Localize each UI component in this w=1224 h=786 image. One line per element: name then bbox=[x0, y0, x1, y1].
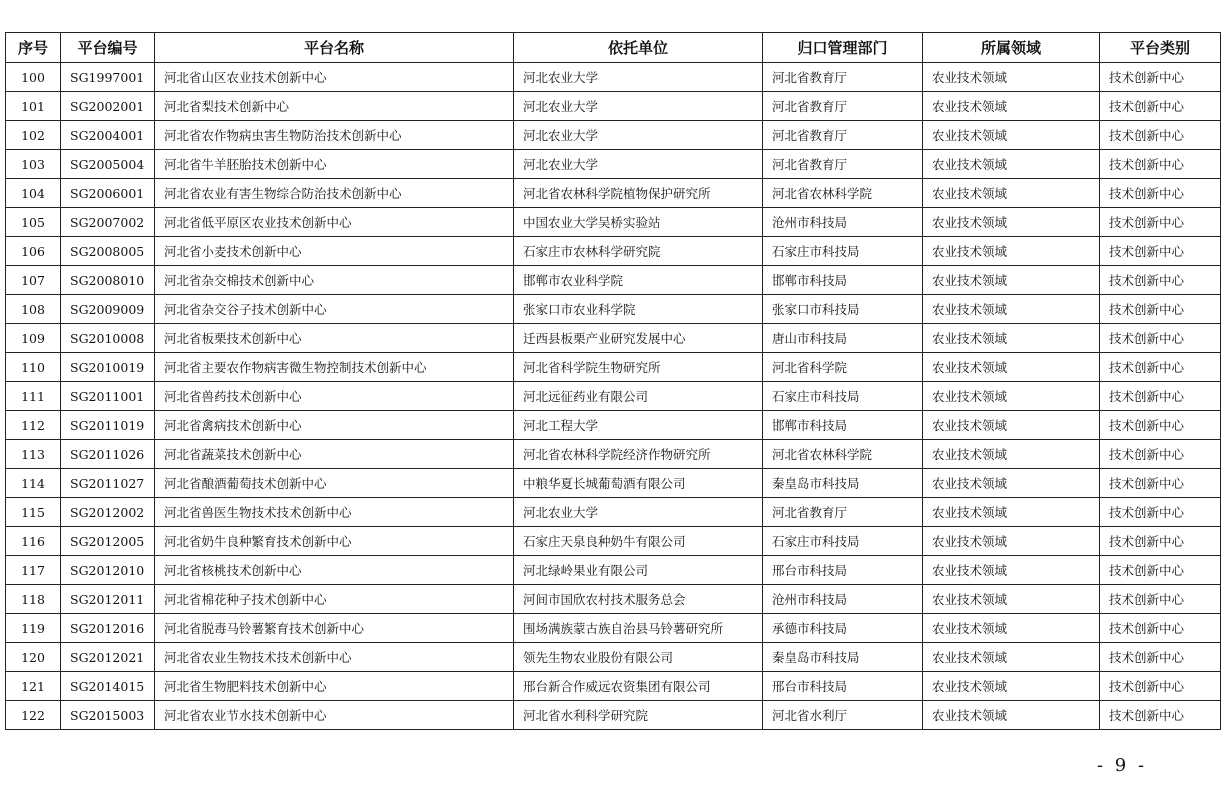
cell-platform-code: SG2005004 bbox=[61, 150, 155, 179]
cell-platform-category: 技术创新中心 bbox=[1100, 179, 1221, 208]
cell-seq-no: 121 bbox=[6, 672, 61, 701]
table-row bbox=[6, 295, 1221, 324]
cell-host-unit: 河北省农林科学院植物保护研究所 bbox=[514, 179, 763, 208]
cell-managing-department: 邯郸市科技局 bbox=[763, 411, 923, 440]
cell-seq-no: 116 bbox=[6, 527, 61, 556]
cell-seq-no: 118 bbox=[6, 585, 61, 614]
cell-field: 农业技术领域 bbox=[923, 469, 1100, 498]
cell-field: 农业技术领域 bbox=[923, 295, 1100, 324]
cell-seq-no: 107 bbox=[6, 266, 61, 295]
cell-managing-department: 邢台市科技局 bbox=[763, 672, 923, 701]
cell-platform-category: 技术创新中心 bbox=[1100, 498, 1221, 527]
cell-host-unit: 河北省水利科学研究院 bbox=[514, 701, 763, 730]
cell-seq-no: 114 bbox=[6, 469, 61, 498]
cell-seq-no: 108 bbox=[6, 295, 61, 324]
cell-platform-category: 技术创新中心 bbox=[1100, 701, 1221, 730]
cell-field: 农业技术领域 bbox=[923, 382, 1100, 411]
cell-platform-category: 技术创新中心 bbox=[1100, 295, 1221, 324]
cell-managing-department: 秦皇岛市科技局 bbox=[763, 469, 923, 498]
cell-platform-code: SG2010019 bbox=[61, 353, 155, 382]
cell-platform-name: 河北省棉花种子技术创新中心 bbox=[155, 585, 514, 614]
cell-field: 农业技术领域 bbox=[923, 585, 1100, 614]
cell-host-unit: 中国农业大学吴桥实验站 bbox=[514, 208, 763, 237]
cell-platform-category: 技术创新中心 bbox=[1100, 556, 1221, 585]
table-row bbox=[6, 150, 1221, 179]
table-row bbox=[6, 469, 1221, 498]
cell-platform-name: 河北省山区农业技术创新中心 bbox=[155, 63, 514, 92]
cell-host-unit: 河北省科学院生物研究所 bbox=[514, 353, 763, 382]
cell-platform-name: 河北省农业节水技术创新中心 bbox=[155, 701, 514, 730]
cell-host-unit: 中粮华夏长城葡萄酒有限公司 bbox=[514, 469, 763, 498]
header-field: 所属领域 bbox=[923, 33, 1100, 63]
cell-managing-department: 石家庄市科技局 bbox=[763, 237, 923, 266]
cell-managing-department: 河北省教育厅 bbox=[763, 63, 923, 92]
cell-host-unit: 河北农业大学 bbox=[514, 63, 763, 92]
cell-managing-department: 河北省教育厅 bbox=[763, 92, 923, 121]
cell-platform-code: SG2008005 bbox=[61, 237, 155, 266]
platform-table bbox=[5, 32, 1221, 730]
table-row bbox=[6, 411, 1221, 440]
cell-host-unit: 河北省农林科学院经济作物研究所 bbox=[514, 440, 763, 469]
cell-field: 农业技术领域 bbox=[923, 324, 1100, 353]
cell-platform-name: 河北省农业生物技术技术创新中心 bbox=[155, 643, 514, 672]
cell-managing-department: 张家口市科技局 bbox=[763, 295, 923, 324]
cell-field: 农业技术领域 bbox=[923, 92, 1100, 121]
cell-host-unit: 围场满族蒙古族自治县马铃薯研究所 bbox=[514, 614, 763, 643]
cell-platform-name: 河北省核桃技术创新中心 bbox=[155, 556, 514, 585]
table-row bbox=[6, 614, 1221, 643]
cell-platform-name: 河北省杂交谷子技术创新中心 bbox=[155, 295, 514, 324]
cell-managing-department: 唐山市科技局 bbox=[763, 324, 923, 353]
table-row bbox=[6, 353, 1221, 382]
cell-seq-no: 110 bbox=[6, 353, 61, 382]
cell-managing-department: 石家庄市科技局 bbox=[763, 527, 923, 556]
table-row bbox=[6, 556, 1221, 585]
cell-managing-department: 沧州市科技局 bbox=[763, 208, 923, 237]
table-row bbox=[6, 92, 1221, 121]
header-platform-category: 平台类别 bbox=[1100, 33, 1221, 63]
cell-managing-department: 河北省水利厅 bbox=[763, 701, 923, 730]
cell-platform-name: 河北省脱毒马铃薯繁育技术创新中心 bbox=[155, 614, 514, 643]
cell-seq-no: 105 bbox=[6, 208, 61, 237]
cell-managing-department: 河北省教育厅 bbox=[763, 498, 923, 527]
table-row bbox=[6, 121, 1221, 150]
cell-platform-category: 技术创新中心 bbox=[1100, 672, 1221, 701]
cell-platform-name: 河北省酿酒葡萄技术创新中心 bbox=[155, 469, 514, 498]
cell-platform-category: 技术创新中心 bbox=[1100, 585, 1221, 614]
cell-host-unit: 石家庄市农林科学研究院 bbox=[514, 237, 763, 266]
cell-platform-code: SG2011019 bbox=[61, 411, 155, 440]
cell-platform-code: SG2011027 bbox=[61, 469, 155, 498]
cell-platform-code: SG2011001 bbox=[61, 382, 155, 411]
cell-seq-no: 101 bbox=[6, 92, 61, 121]
cell-field: 农业技术领域 bbox=[923, 527, 1100, 556]
table-row bbox=[6, 382, 1221, 411]
cell-platform-code: SG2012010 bbox=[61, 556, 155, 585]
cell-seq-no: 106 bbox=[6, 237, 61, 266]
cell-host-unit: 河北农业大学 bbox=[514, 150, 763, 179]
cell-host-unit: 河北绿岭果业有限公司 bbox=[514, 556, 763, 585]
cell-managing-department: 石家庄市科技局 bbox=[763, 382, 923, 411]
cell-host-unit: 张家口市农业科学院 bbox=[514, 295, 763, 324]
cell-managing-department: 河北省科学院 bbox=[763, 353, 923, 382]
table-row bbox=[6, 266, 1221, 295]
cell-platform-code: SG2012021 bbox=[61, 643, 155, 672]
table-row bbox=[6, 672, 1221, 701]
cell-platform-code: SG2012011 bbox=[61, 585, 155, 614]
cell-platform-code: SG1997001 bbox=[61, 63, 155, 92]
cell-field: 农业技术领域 bbox=[923, 701, 1100, 730]
cell-host-unit: 石家庄天泉良种奶牛有限公司 bbox=[514, 527, 763, 556]
cell-field: 农业技术领域 bbox=[923, 614, 1100, 643]
table-row bbox=[6, 643, 1221, 672]
cell-platform-category: 技术创新中心 bbox=[1100, 382, 1221, 411]
cell-field: 农业技术领域 bbox=[923, 411, 1100, 440]
cell-platform-name: 河北省梨技术创新中心 bbox=[155, 92, 514, 121]
cell-managing-department: 邢台市科技局 bbox=[763, 556, 923, 585]
cell-platform-category: 技术创新中心 bbox=[1100, 440, 1221, 469]
cell-field: 农业技术领域 bbox=[923, 150, 1100, 179]
table-row bbox=[6, 440, 1221, 469]
cell-platform-name: 河北省禽病技术创新中心 bbox=[155, 411, 514, 440]
header-host-unit: 依托单位 bbox=[514, 33, 763, 63]
cell-seq-no: 119 bbox=[6, 614, 61, 643]
cell-seq-no: 112 bbox=[6, 411, 61, 440]
cell-host-unit: 领先生物农业股份有限公司 bbox=[514, 643, 763, 672]
cell-platform-category: 技术创新中心 bbox=[1100, 121, 1221, 150]
cell-field: 农业技术领域 bbox=[923, 63, 1100, 92]
cell-host-unit: 河北农业大学 bbox=[514, 92, 763, 121]
cell-platform-name: 河北省牛羊胚胎技术创新中心 bbox=[155, 150, 514, 179]
cell-platform-code: SG2012016 bbox=[61, 614, 155, 643]
cell-field: 农业技术领域 bbox=[923, 353, 1100, 382]
cell-managing-department: 承德市科技局 bbox=[763, 614, 923, 643]
cell-host-unit: 邯郸市农业科学院 bbox=[514, 266, 763, 295]
cell-managing-department: 秦皇岛市科技局 bbox=[763, 643, 923, 672]
cell-platform-name: 河北省生物肥料技术创新中心 bbox=[155, 672, 514, 701]
cell-platform-category: 技术创新中心 bbox=[1100, 92, 1221, 121]
cell-seq-no: 100 bbox=[6, 63, 61, 92]
cell-platform-name: 河北省蔬菜技术创新中心 bbox=[155, 440, 514, 469]
table-row bbox=[6, 179, 1221, 208]
cell-platform-name: 河北省低平原区农业技术创新中心 bbox=[155, 208, 514, 237]
cell-platform-name: 河北省板栗技术创新中心 bbox=[155, 324, 514, 353]
cell-platform-category: 技术创新中心 bbox=[1100, 643, 1221, 672]
cell-managing-department: 河北省农林科学院 bbox=[763, 440, 923, 469]
cell-platform-name: 河北省杂交棉技术创新中心 bbox=[155, 266, 514, 295]
cell-host-unit: 河北远征药业有限公司 bbox=[514, 382, 763, 411]
cell-platform-code: SG2006001 bbox=[61, 179, 155, 208]
cell-host-unit: 河北农业大学 bbox=[514, 498, 763, 527]
table-row bbox=[6, 208, 1221, 237]
cell-managing-department: 河北省教育厅 bbox=[763, 150, 923, 179]
cell-host-unit: 河北农业大学 bbox=[514, 121, 763, 150]
cell-seq-no: 117 bbox=[6, 556, 61, 585]
cell-platform-code: SG2011026 bbox=[61, 440, 155, 469]
page-number: - 9 - bbox=[1097, 755, 1148, 776]
table-row bbox=[6, 63, 1221, 92]
cell-seq-no: 122 bbox=[6, 701, 61, 730]
cell-field: 农业技术领域 bbox=[923, 672, 1100, 701]
cell-platform-code: SG2009009 bbox=[61, 295, 155, 324]
cell-platform-category: 技术创新中心 bbox=[1100, 411, 1221, 440]
cell-seq-no: 111 bbox=[6, 382, 61, 411]
cell-field: 农业技术领域 bbox=[923, 237, 1100, 266]
cell-field: 农业技术领域 bbox=[923, 121, 1100, 150]
cell-platform-name: 河北省兽药技术创新中心 bbox=[155, 382, 514, 411]
cell-platform-code: SG2014015 bbox=[61, 672, 155, 701]
cell-platform-category: 技术创新中心 bbox=[1100, 63, 1221, 92]
cell-platform-category: 技术创新中心 bbox=[1100, 469, 1221, 498]
cell-platform-name: 河北省兽医生物技术技术创新中心 bbox=[155, 498, 514, 527]
cell-platform-name: 河北省奶牛良种繁育技术创新中心 bbox=[155, 527, 514, 556]
cell-host-unit: 迁西县板栗产业研究发展中心 bbox=[514, 324, 763, 353]
cell-host-unit: 河间市国欣农村技术服务总会 bbox=[514, 585, 763, 614]
cell-platform-category: 技术创新中心 bbox=[1100, 527, 1221, 556]
cell-platform-name: 河北省农业有害生物综合防治技术创新中心 bbox=[155, 179, 514, 208]
cell-platform-code: SG2008010 bbox=[61, 266, 155, 295]
cell-field: 农业技术领域 bbox=[923, 266, 1100, 295]
cell-seq-no: 109 bbox=[6, 324, 61, 353]
cell-seq-no: 103 bbox=[6, 150, 61, 179]
cell-platform-code: SG2010008 bbox=[61, 324, 155, 353]
cell-platform-category: 技术创新中心 bbox=[1100, 614, 1221, 643]
header-seq-no: 序号 bbox=[6, 33, 61, 63]
cell-platform-code: SG2012005 bbox=[61, 527, 155, 556]
cell-field: 农业技术领域 bbox=[923, 498, 1100, 527]
cell-platform-name: 河北省农作物病虫害生物防治技术创新中心 bbox=[155, 121, 514, 150]
cell-host-unit: 邢台新合作威远农资集团有限公司 bbox=[514, 672, 763, 701]
table-body bbox=[6, 63, 1221, 730]
cell-platform-category: 技术创新中心 bbox=[1100, 208, 1221, 237]
cell-platform-category: 技术创新中心 bbox=[1100, 237, 1221, 266]
cell-platform-name: 河北省主要农作物病害微生物控制技术创新中心 bbox=[155, 353, 514, 382]
cell-seq-no: 113 bbox=[6, 440, 61, 469]
cell-platform-category: 技术创新中心 bbox=[1100, 150, 1221, 179]
table-row bbox=[6, 585, 1221, 614]
cell-host-unit: 河北工程大学 bbox=[514, 411, 763, 440]
cell-platform-code: SG2004001 bbox=[61, 121, 155, 150]
cell-field: 农业技术领域 bbox=[923, 643, 1100, 672]
table-row bbox=[6, 701, 1221, 730]
cell-field: 农业技术领域 bbox=[923, 556, 1100, 585]
header-managing-department: 归口管理部门 bbox=[763, 33, 923, 63]
cell-seq-no: 115 bbox=[6, 498, 61, 527]
cell-managing-department: 邯郸市科技局 bbox=[763, 266, 923, 295]
header-platform-name: 平台名称 bbox=[155, 33, 514, 63]
table-row bbox=[6, 237, 1221, 266]
cell-platform-category: 技术创新中心 bbox=[1100, 266, 1221, 295]
header-row bbox=[6, 33, 1221, 63]
cell-platform-category: 技术创新中心 bbox=[1100, 353, 1221, 382]
cell-managing-department: 河北省农林科学院 bbox=[763, 179, 923, 208]
cell-seq-no: 120 bbox=[6, 643, 61, 672]
header-platform-code: 平台编号 bbox=[61, 33, 155, 63]
cell-field: 农业技术领域 bbox=[923, 179, 1100, 208]
table-row bbox=[6, 527, 1221, 556]
cell-platform-code: SG2015003 bbox=[61, 701, 155, 730]
cell-platform-code: SG2002001 bbox=[61, 92, 155, 121]
cell-platform-code: SG2012002 bbox=[61, 498, 155, 527]
cell-seq-no: 104 bbox=[6, 179, 61, 208]
table-row bbox=[6, 324, 1221, 353]
cell-platform-category: 技术创新中心 bbox=[1100, 324, 1221, 353]
cell-platform-name: 河北省小麦技术创新中心 bbox=[155, 237, 514, 266]
cell-field: 农业技术领域 bbox=[923, 440, 1100, 469]
cell-platform-code: SG2007002 bbox=[61, 208, 155, 237]
table-row bbox=[6, 498, 1221, 527]
cell-seq-no: 102 bbox=[6, 121, 61, 150]
cell-managing-department: 沧州市科技局 bbox=[763, 585, 923, 614]
cell-field: 农业技术领域 bbox=[923, 208, 1100, 237]
cell-managing-department: 河北省教育厅 bbox=[763, 121, 923, 150]
